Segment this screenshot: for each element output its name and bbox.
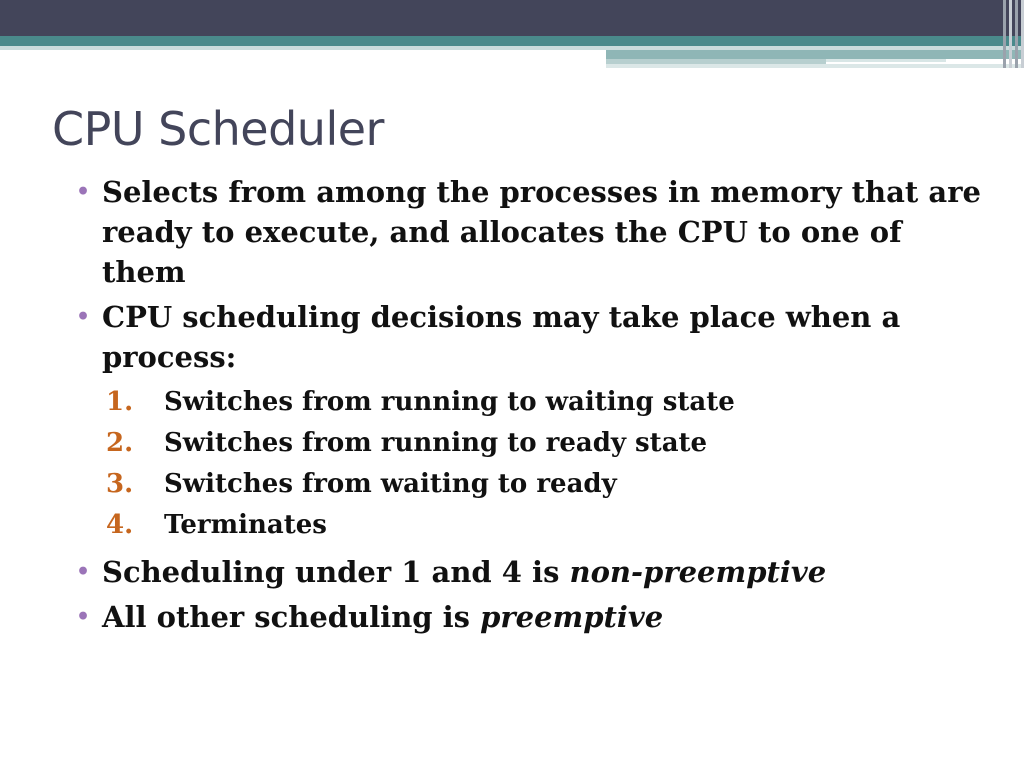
header-stripes [990,0,1024,68]
bullet-item [72,297,992,377]
item-number: 3. [106,469,134,499]
header-teal-band [0,36,1024,46]
numbered-item [102,464,992,505]
header-dark-band [0,0,1024,36]
slide-body [72,172,992,642]
bullet-text: Scheduling under 1 and 4 is [102,555,570,589]
header-accent-bar [606,64,1024,68]
bullet-icon: • [76,604,91,630]
bullet-text: All other scheduling is [102,600,481,634]
slide-title: CPU Scheduler [52,102,384,156]
bullet-text: Selects from among the processes in memory that are ready to execute, and allocates the CPU to one of them [102,175,981,289]
numbered-item [102,505,992,546]
bullet-emphasis: non-preemptive [569,555,827,589]
item-text: Switches from running to waiting state [164,387,735,417]
item-number: 1. [106,387,134,417]
bullet-item [72,552,992,592]
header-accent-bar [826,59,946,62]
numbered-item [102,423,992,464]
item-number: 4. [106,510,134,540]
bullet-text: CPU scheduling decisions may take place when a process: [102,300,901,374]
header-accent-bar [606,50,1024,59]
bullet-item [72,172,992,292]
bullet-icon: • [76,559,91,585]
bullet-icon: • [76,304,91,330]
bullet-icon: • [76,179,91,205]
item-number: 2. [106,428,134,458]
numbered-list [102,382,992,546]
bullet-emphasis: preemptive [480,600,664,634]
bullet-item [72,597,992,637]
item-text: Terminates [164,510,327,540]
item-text: Switches from waiting to ready [164,469,617,499]
item-text: Switches from running to ready state [164,428,708,458]
numbered-item [102,382,992,423]
